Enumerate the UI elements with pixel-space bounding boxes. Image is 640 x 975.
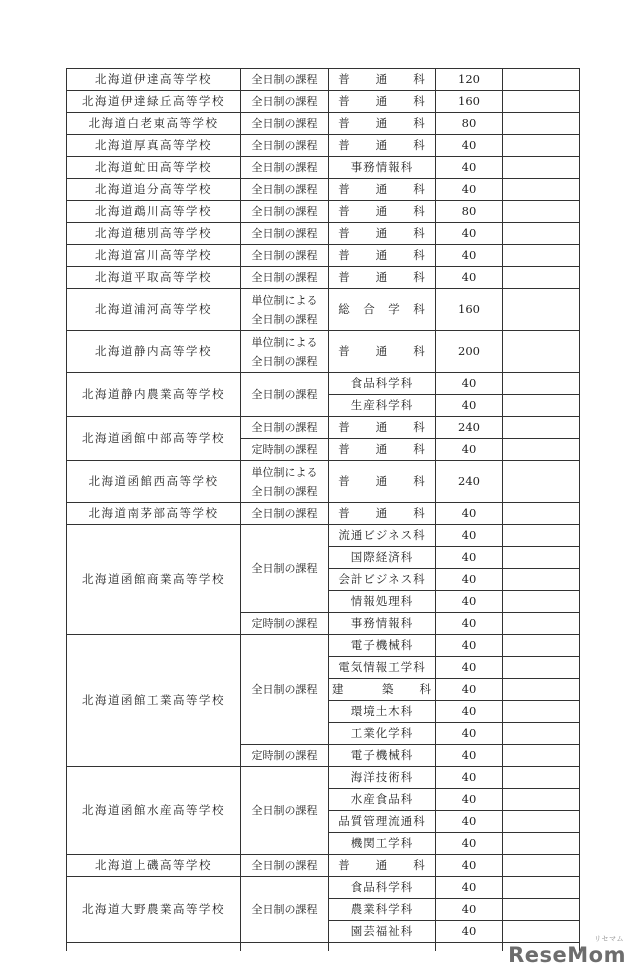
capacity-cell: 40: [436, 921, 503, 943]
remarks-cell: [503, 613, 580, 635]
department-cell: 生産科学科: [329, 395, 436, 417]
course-type-cell: [241, 201, 329, 223]
school-name-cell: 北海道伊達緑丘高等学校: [67, 91, 241, 113]
continuation-cell: [241, 943, 329, 952]
table-row: [67, 91, 580, 113]
department-cell: 事務情報科: [329, 157, 436, 179]
course-type-cell: [241, 245, 329, 267]
course-type-line: 全日制の課程: [251, 312, 318, 326]
capacity-cell: 40: [436, 223, 503, 245]
department-cell: 普 通 科: [329, 503, 436, 525]
department-cell: 普 通 科: [329, 439, 436, 461]
course-type-cell: [241, 877, 329, 943]
school-quota-table: [66, 68, 580, 951]
table-row: [67, 417, 580, 439]
remarks-cell: [503, 591, 580, 613]
course-type-cell: [241, 635, 329, 745]
department-cell: 食品科学科: [329, 877, 436, 899]
remarks-cell: [503, 201, 580, 223]
remarks-cell: [503, 179, 580, 201]
school-name-cell: 北海道厚真高等学校: [67, 135, 241, 157]
table-row: [67, 461, 580, 503]
course-type-cell: [241, 69, 329, 91]
table-row: [67, 331, 580, 373]
department-cell: 海洋技術科: [329, 767, 436, 789]
capacity-cell: 40: [436, 373, 503, 395]
capacity-cell: 160: [436, 289, 503, 331]
department-cell: 普 通 科: [329, 179, 436, 201]
course-type-cell: [241, 613, 329, 635]
department-cell: 会計ビジネス科: [329, 569, 436, 591]
table-row: [67, 113, 580, 135]
department-cell: 普 通 科: [329, 113, 436, 135]
remarks-cell: [503, 461, 580, 503]
table-body: [67, 69, 580, 952]
school-name-cell: 北海道伊達高等学校: [67, 69, 241, 91]
admission-quota-document: [66, 68, 580, 951]
department-cell: 普 通 科: [329, 91, 436, 113]
remarks-cell: [503, 855, 580, 877]
table-row: [67, 767, 580, 789]
table-row: [67, 245, 580, 267]
course-type-line: 全日制の課程: [251, 804, 318, 817]
course-type-cell: [241, 855, 329, 877]
table-row: [67, 373, 580, 395]
capacity-cell: 40: [436, 569, 503, 591]
department-cell: 普 通 科: [329, 461, 436, 503]
capacity-cell: 40: [436, 503, 503, 525]
school-name-cell: 北海道南茅部高等学校: [67, 503, 241, 525]
course-type-line: 定時制の課程: [251, 617, 318, 630]
school-name-cell: 北海道函館工業高等学校: [67, 635, 241, 767]
department-cell: 総 合 学 科: [329, 289, 436, 331]
remarks-cell: [503, 223, 580, 245]
school-name-cell: 北海道函館中部高等学校: [67, 417, 241, 461]
course-type-cell: [241, 135, 329, 157]
capacity-cell: 240: [436, 461, 503, 503]
capacity-cell: 40: [436, 745, 503, 767]
course-type-cell: [241, 267, 329, 289]
watermark-brand: ReseMom: [508, 943, 626, 967]
capacity-cell: 240: [436, 417, 503, 439]
course-type-line: 全日制の課程: [251, 683, 318, 696]
course-type-cell: [241, 525, 329, 613]
department-cell: 工業化学科: [329, 723, 436, 745]
remarks-cell: [503, 679, 580, 701]
table-row: [67, 223, 580, 245]
course-type-line: 全日制の課程: [251, 903, 318, 916]
capacity-cell: 40: [436, 179, 503, 201]
capacity-cell: 160: [436, 91, 503, 113]
school-name-cell: 北海道静内高等学校: [67, 331, 241, 373]
course-type-cell: [241, 503, 329, 525]
capacity-cell: 40: [436, 635, 503, 657]
remarks-cell: [503, 417, 580, 439]
remarks-cell: [503, 547, 580, 569]
remarks-cell: [503, 767, 580, 789]
remarks-cell: [503, 745, 580, 767]
remarks-cell: [503, 245, 580, 267]
school-name-cell: 北海道静内農業高等学校: [67, 373, 241, 417]
department-cell: 情報処理科: [329, 591, 436, 613]
remarks-cell: [503, 289, 580, 331]
department-cell: 機関工学科: [329, 833, 436, 855]
table-row: [67, 525, 580, 547]
school-name-cell: 北海道函館水産高等学校: [67, 767, 241, 855]
department-cell: 普 通 科: [329, 135, 436, 157]
department-cell: 普 通 科: [329, 855, 436, 877]
continuation-cell: [67, 943, 241, 952]
school-name-cell: 北海道穂別高等学校: [67, 223, 241, 245]
course-type-line: 全日制の課程: [251, 388, 318, 401]
capacity-cell: 40: [436, 833, 503, 855]
course-type-line: 全日制の課程: [251, 205, 318, 218]
department-cell: 普 通 科: [329, 201, 436, 223]
remarks-cell: [503, 503, 580, 525]
school-name-cell: 北海道白老東高等学校: [67, 113, 241, 135]
course-type-line: 全日制の課程: [251, 117, 318, 130]
capacity-cell: 40: [436, 657, 503, 679]
course-type-cell: [241, 373, 329, 417]
table-row: [67, 201, 580, 223]
course-type-cell: [241, 223, 329, 245]
table-row: [67, 157, 580, 179]
department-cell: 園芸福祉科: [329, 921, 436, 943]
department-cell: 普 通 科: [329, 223, 436, 245]
course-type-line: 全日制の課程: [251, 249, 318, 262]
capacity-cell: 40: [436, 525, 503, 547]
course-type-line: 全日制の課程: [251, 73, 318, 86]
capacity-cell: 40: [436, 855, 503, 877]
remarks-cell: [503, 723, 580, 745]
remarks-cell: [503, 921, 580, 943]
department-cell: 環境土木科: [329, 701, 436, 723]
table-row: [67, 877, 580, 899]
course-type-line: 全日制の課程: [251, 95, 318, 108]
watermark-subtitle: リセマム: [594, 935, 624, 943]
capacity-cell: 40: [436, 157, 503, 179]
continuation-cell: [329, 943, 436, 952]
department-cell: 水産食品科: [329, 789, 436, 811]
department-cell: 普 通 科: [329, 417, 436, 439]
capacity-cell: 40: [436, 679, 503, 701]
remarks-cell: [503, 789, 580, 811]
remarks-cell: [503, 395, 580, 417]
capacity-cell: 40: [436, 135, 503, 157]
capacity-cell: 40: [436, 591, 503, 613]
school-name-cell: 北海道函館商業高等学校: [67, 525, 241, 635]
department-cell: 普 通 科: [329, 331, 436, 373]
table-row: [67, 135, 580, 157]
course-type-line: 単位制による: [251, 465, 318, 479]
capacity-cell: 120: [436, 69, 503, 91]
table-row: [67, 635, 580, 657]
remarks-cell: [503, 569, 580, 591]
department-cell: 品質管理流通科: [329, 811, 436, 833]
course-type-line: 全日制の課程: [251, 139, 318, 152]
remarks-cell: [503, 877, 580, 899]
school-name-cell: 北海道上磯高等学校: [67, 855, 241, 877]
course-type-line: 定時制の課程: [251, 443, 318, 456]
course-type-cell: [241, 289, 329, 331]
remarks-cell: [503, 157, 580, 179]
department-cell: 国際経済科: [329, 547, 436, 569]
capacity-cell: 40: [436, 395, 503, 417]
capacity-cell: 40: [436, 547, 503, 569]
department-cell: 電気情報工学科: [329, 657, 436, 679]
department-cell: 電子機械科: [329, 635, 436, 657]
capacity-cell: 40: [436, 811, 503, 833]
school-name-cell: 北海道函館西高等学校: [67, 461, 241, 503]
course-type-line: 全日制の課程: [251, 507, 318, 520]
course-type-line: 全日制の課程: [251, 859, 318, 872]
remarks-cell: [503, 525, 580, 547]
continuation-cell: [436, 943, 503, 952]
remarks-cell: [503, 657, 580, 679]
table-row-continuation: [67, 943, 580, 952]
course-type-line: 定時制の課程: [251, 749, 318, 762]
resemom-watermark: [508, 935, 626, 967]
department-cell: 普 通 科: [329, 69, 436, 91]
department-cell: 電子機械科: [329, 745, 436, 767]
course-type-line: 全日制の課程: [251, 421, 318, 434]
department-cell: 食品科学科: [329, 373, 436, 395]
remarks-cell: [503, 69, 580, 91]
department-cell: 建 築 科: [329, 679, 436, 701]
table-row: [67, 289, 580, 331]
course-type-cell: [241, 767, 329, 855]
course-type-line: 全日制の課程: [251, 562, 318, 575]
school-name-cell: 北海道大野農業高等学校: [67, 877, 241, 943]
table-row: [67, 179, 580, 201]
capacity-cell: 40: [436, 789, 503, 811]
course-type-line: 単位制による: [251, 293, 318, 307]
capacity-cell: 40: [436, 723, 503, 745]
remarks-cell: [503, 899, 580, 921]
capacity-cell: 40: [436, 267, 503, 289]
remarks-cell: [503, 113, 580, 135]
course-type-cell: [241, 417, 329, 439]
table-row: [67, 503, 580, 525]
table-row: [67, 69, 580, 91]
table-row: [67, 267, 580, 289]
table-row: [67, 855, 580, 877]
capacity-cell: 80: [436, 113, 503, 135]
capacity-cell: 40: [436, 613, 503, 635]
remarks-cell: [503, 373, 580, 395]
remarks-cell: [503, 267, 580, 289]
department-cell: 普 通 科: [329, 267, 436, 289]
capacity-cell: 40: [436, 899, 503, 921]
course-type-cell: [241, 91, 329, 113]
department-cell: 事務情報科: [329, 613, 436, 635]
school-name-cell: 北海道鵡川高等学校: [67, 201, 241, 223]
course-type-cell: [241, 179, 329, 201]
capacity-cell: 200: [436, 331, 503, 373]
course-type-line: 全日制の課程: [251, 354, 318, 368]
school-name-cell: 北海道平取高等学校: [67, 267, 241, 289]
school-name-cell: 北海道追分高等学校: [67, 179, 241, 201]
capacity-cell: 40: [436, 439, 503, 461]
course-type-line: 単位制による: [251, 335, 318, 349]
remarks-cell: [503, 331, 580, 373]
department-cell: 普 通 科: [329, 245, 436, 267]
course-type-line: 全日制の課程: [251, 271, 318, 284]
department-cell: 農業科学科: [329, 899, 436, 921]
course-type-line: 全日制の課程: [251, 484, 318, 498]
course-type-line: 全日制の課程: [251, 227, 318, 240]
course-type-cell: [241, 461, 329, 503]
course-type-line: 全日制の課程: [251, 161, 318, 174]
course-type-cell: [241, 157, 329, 179]
course-type-cell: [241, 331, 329, 373]
remarks-cell: [503, 833, 580, 855]
remarks-cell: [503, 91, 580, 113]
capacity-cell: 40: [436, 701, 503, 723]
capacity-cell: 40: [436, 767, 503, 789]
remarks-cell: [503, 635, 580, 657]
school-name-cell: 北海道富川高等学校: [67, 245, 241, 267]
remarks-cell: [503, 135, 580, 157]
course-type-line: 全日制の課程: [251, 183, 318, 196]
capacity-cell: 80: [436, 201, 503, 223]
school-name-cell: 北海道浦河高等学校: [67, 289, 241, 331]
course-type-cell: [241, 113, 329, 135]
course-type-cell: [241, 439, 329, 461]
department-cell: 流通ビジネス科: [329, 525, 436, 547]
remarks-cell: [503, 701, 580, 723]
remarks-cell: [503, 439, 580, 461]
school-name-cell: 北海道虻田高等学校: [67, 157, 241, 179]
capacity-cell: 40: [436, 245, 503, 267]
capacity-cell: 40: [436, 877, 503, 899]
course-type-cell: [241, 745, 329, 767]
remarks-cell: [503, 811, 580, 833]
